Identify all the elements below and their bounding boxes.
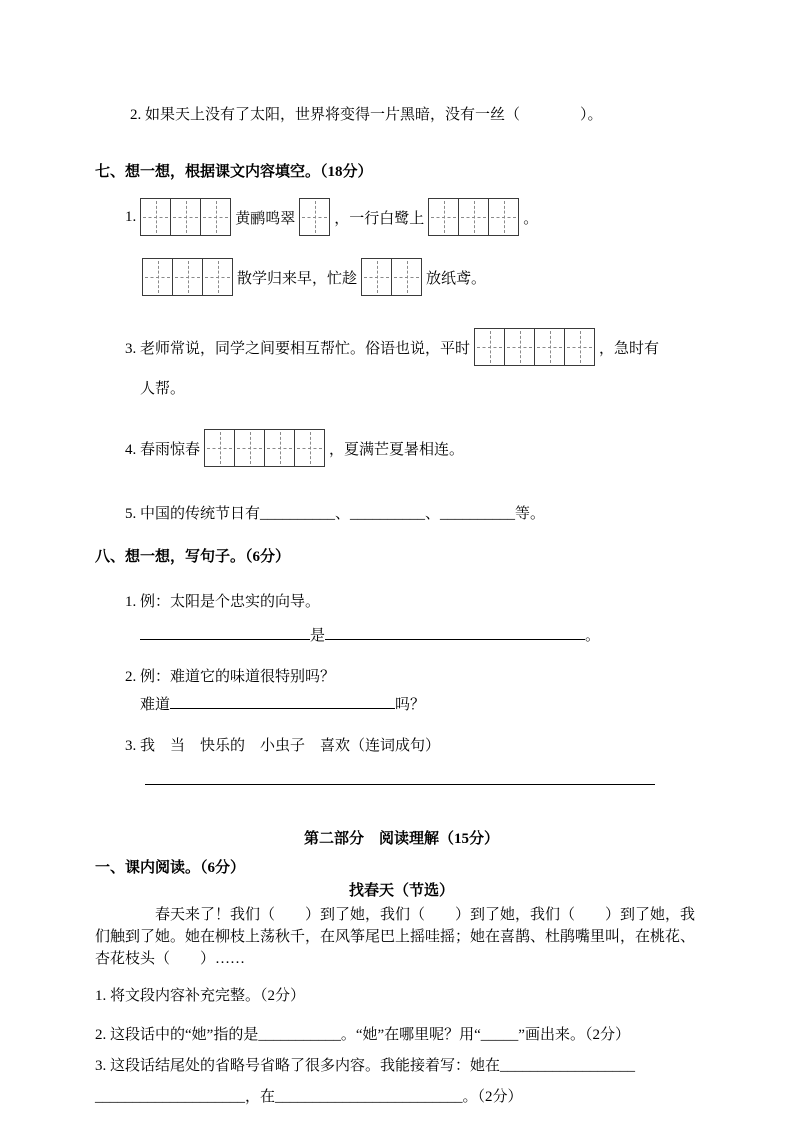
q1-row2-text-1: 散学归来早，忙趁 bbox=[237, 270, 358, 287]
q4-text-2: ，夏满芒夏暑相连。 bbox=[329, 441, 465, 458]
q3-text-1: 3. 老师常说，同学之间要相互帮忙。俗语也说，平时 bbox=[125, 340, 471, 357]
s7-q1-row2 bbox=[140, 257, 708, 297]
s7-q4-row bbox=[125, 428, 708, 468]
answer-blank bbox=[325, 625, 585, 640]
s7-q3-continuation: 人帮。 bbox=[140, 381, 186, 397]
p2-q3-line2: ____________________，在_________________________。（2分） bbox=[95, 1089, 523, 1105]
writing-grid bbox=[428, 198, 519, 236]
answer-blank bbox=[170, 694, 395, 709]
passage-title: 找春天（节选） bbox=[348, 883, 454, 899]
section8-heading: 八、想一想，写句子。（6分） bbox=[95, 549, 291, 565]
s7-q1-row1 bbox=[125, 197, 708, 237]
s8-q2-answer-line bbox=[140, 694, 708, 716]
writing-grid bbox=[140, 198, 231, 236]
q4-text-1: 4. 春雨惊春 bbox=[125, 441, 201, 458]
writing-grid bbox=[142, 258, 233, 296]
answer-rule-line bbox=[145, 784, 655, 785]
p2-q1-text: 1. 将文段内容补充完整。（2分） bbox=[95, 988, 306, 1004]
prev-section-item2: 2. 如果天上没有了太阳，世界将变得一片黑暗，没有一丝（ ）。 bbox=[130, 107, 603, 123]
p2-q3-line1: 3. 这段话结尾处的省略号省略了很多内容。我能接着写：她在__________________ bbox=[95, 1058, 636, 1074]
q1-row2-text-2: 放纸鸢。 bbox=[426, 270, 487, 287]
q1-text-2: ，一行白鹭上 bbox=[334, 210, 425, 227]
s7-q3-row bbox=[125, 327, 708, 367]
q1-shi-text: 是 bbox=[310, 628, 326, 644]
q3-text-2: ，急时有 bbox=[599, 340, 660, 357]
s8-q2-example: 2. 例：难道它的味道很特别吗？ bbox=[125, 669, 336, 685]
section7-heading: 七、想一想，根据课文内容填空。（18分） bbox=[95, 164, 373, 180]
q1-text-3: 。 bbox=[523, 210, 539, 227]
answer-blank bbox=[140, 625, 310, 640]
s8-q1-answer-line bbox=[140, 625, 708, 647]
part2-section1-heading: 一、课内阅读。（6分） bbox=[95, 860, 246, 876]
reading-passage: 春天来了！我们（ ）到了她，我们（ ）到了她，我们（ ）到了她，我们触到了她。她在柳枝上荡秋千，在风筝尾巴上摇哇摇；她在喜鹊、杜鹃嘴里叫，在桃花、杏花枝头（ ）…… bbox=[95, 907, 696, 967]
s8-q3-text: 3. 我 当 快乐的 小虫子 喜欢（连词成句） bbox=[125, 738, 441, 754]
writing-grid bbox=[474, 328, 595, 366]
s8-q1-example: 1. 例：太阳是个忠实的向导。 bbox=[125, 594, 321, 610]
q2-nandao-text: 难道 bbox=[140, 697, 171, 713]
writing-grid bbox=[204, 429, 325, 467]
part2-title: 第二部分 阅读理解（15分） bbox=[303, 831, 499, 847]
q1-period-text: 。 bbox=[585, 628, 601, 644]
writing-grid bbox=[299, 198, 330, 236]
s7-q5-text: 5. 中国的传统节日有__________、__________、__________等。 bbox=[125, 506, 546, 522]
writing-grid bbox=[361, 258, 422, 296]
q1-number: 1. bbox=[125, 208, 137, 225]
q1-text-1: 黄鹂鸣翠 bbox=[235, 210, 296, 227]
p2-q2-text: 2. 这段话中的“她”指的是___________。“她”在哪里呢？用“_____”画出来。（2分） bbox=[95, 1027, 630, 1043]
q2-ma-text: 吗？ bbox=[395, 697, 426, 713]
